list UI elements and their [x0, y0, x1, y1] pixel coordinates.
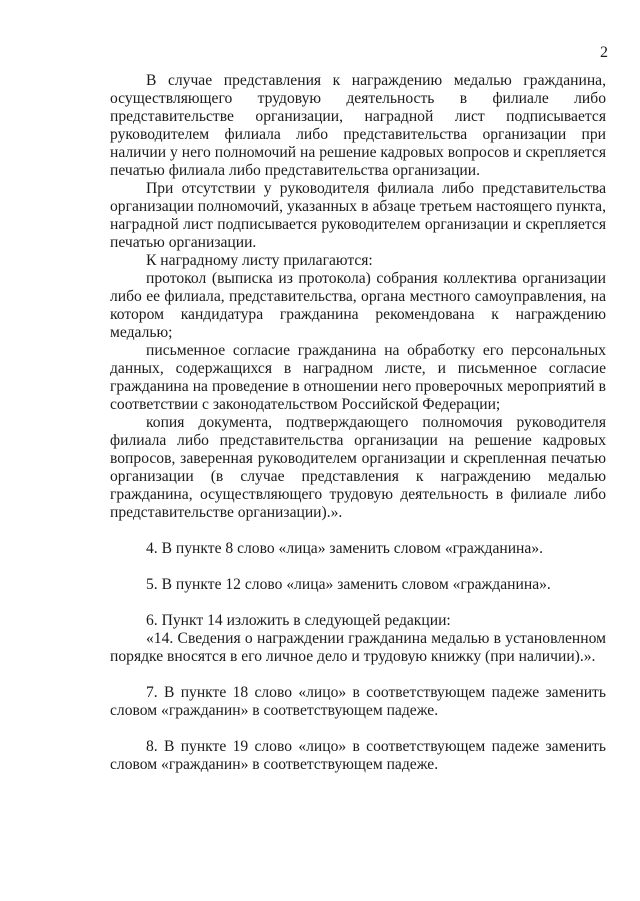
- paragraph: протокол (выписка из протокола) собрания коллектива организации либо ее филиала, представительства, органа местного самоуправления, на котором кандидатура гражданина рекомендована к награждению медалью;: [110, 270, 606, 341]
- document-body: [110, 72, 606, 774]
- paragraph: копия документа, подтверждающего полномочия руководителя филиала либо представительства организации на решение кадровых вопросов, заверенная руководителем организации и скрепленная печатью организации (в случае представления к награждению медалью гражданина, осуществляющего трудовую деятельность в филиале либо представительстве организации).».: [110, 414, 606, 521]
- page-number: 2: [600, 44, 608, 61]
- paragraph: «14. Сведения о награждении гражданина медалью в установленном порядке вносятся в его личное дело и трудовую книжку (при наличии).».: [110, 630, 606, 665]
- paragraph: 6. Пункт 14 изложить в следующей редакции:: [146, 612, 451, 629]
- paragraph: 7. В пункте 18 слово «лицо» в соответствующем падеже заменить словом «гражданин» в соответствующем падеже.: [110, 684, 606, 719]
- paragraph: В случае представления к награждению медалью гражданина, осуществляющего трудовую деятельность в филиале либо представительстве организации, наградной лист подписывается руководителем филиала либо представительства организации при наличии у него полномочий на решение кадровых вопросов и скрепляется печатью филиала либо представительства организации.: [110, 72, 606, 179]
- paragraph: 8. В пункте 19 слово «лицо» в соответствующем падеже заменить словом «гражданин» в соответствующем падеже.: [110, 738, 606, 773]
- paragraph: При отсутствии у руководителя филиала либо представительства организации полномочий, указанных в абзаце третьем настоящего пункта, наградной лист подписывается руководителем организации и скрепляется печатью организации.: [110, 180, 606, 251]
- paragraph: письменное согласие гражданина на обработку его персональных данных, содержащихся в наградном листе, и письменное согласие гражданина на проведение в отношении него проверочных мероприятий в соответствии с законодательством Российской Федерации;: [110, 342, 606, 413]
- paragraph: 5. В пункте 12 слово «лица» заменить словом «гражданина».: [146, 576, 551, 593]
- paragraph: 4. В пункте 8 слово «лица» заменить словом «гражданина».: [146, 540, 544, 557]
- paragraph: К наградному листу прилагаются:: [146, 252, 373, 269]
